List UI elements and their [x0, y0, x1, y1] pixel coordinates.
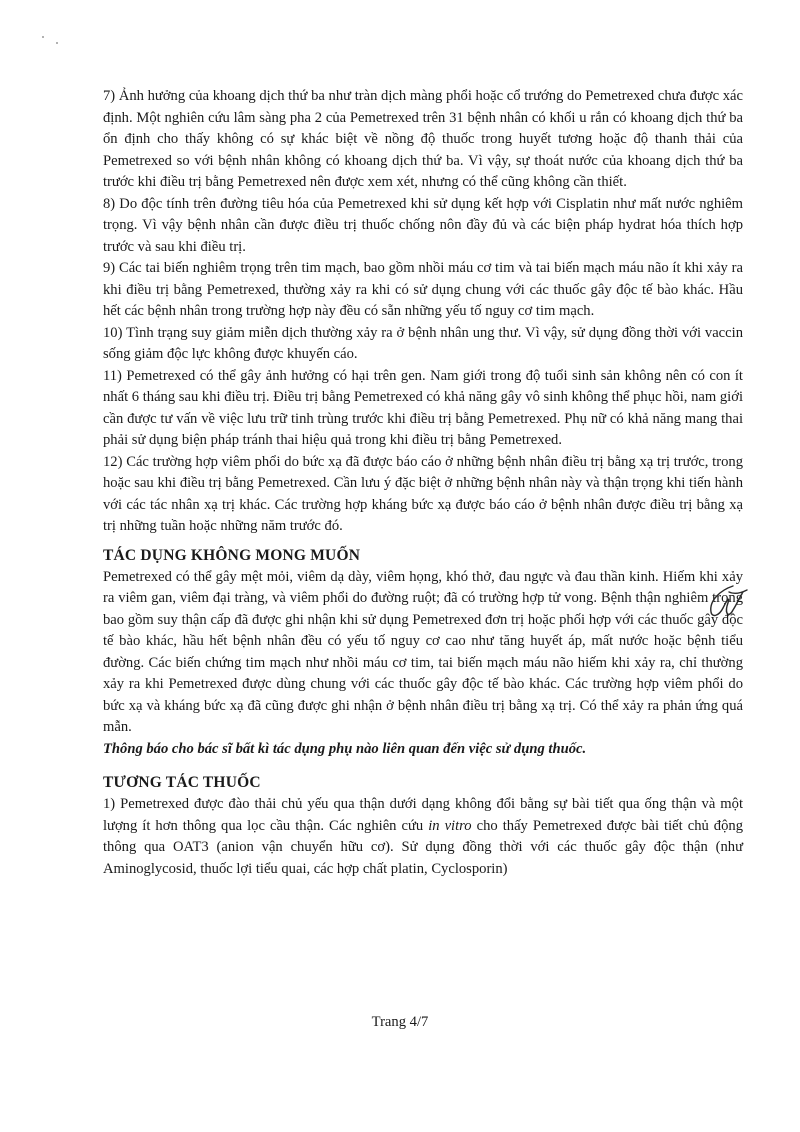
paragraph-10: 10) Tình trạng suy giảm miễn dịch thường xảy ra ở bệnh nhân ung thư. Vì vậy, sử dụng đồng thời với vaccin sống giảm độc lực không được khuyến cáo.: [103, 324, 743, 362]
paragraph-12: 12) Các trường hợp viêm phổi do bức xạ đã được báo cáo ở những bệnh nhân điều trị bằng xạ trị trước, trong hoặc sau khi điều trị bằng Pemetrexed. Cần lưu ý đặc biệt ở những bệnh nhân này và thận trọng khi tiến hành với các tác nhân xạ trị khác. Các trường hợp kháng bức xạ được báo cáo ở bệnh nhân được điều trị bằng xạ trị những tuần hoặc những năm trước đó.: [103, 453, 743, 534]
side-effects-heading: TÁC DỤNG KHÔNG MONG MUỐN: [103, 546, 361, 564]
document-page: [103, 86, 743, 880]
paragraph-8: 8) Do độc tính trên đường tiêu hóa của Pemetrexed khi sử dụng kết hợp với Cisplatin như mất nước nghiêm trọng. Vì vậy bệnh nhân cần được điều trị thuốc chống nôn đầy đủ và các biện pháp hydrat hóa thích hợp trước và sau khi điều trị.: [103, 195, 743, 255]
paragraph-7: 7) Ảnh hưởng của khoang dịch thứ ba như tràn dịch màng phổi hoặc cổ trướng do Pemetrexed chưa được xác định. Một nghiên cứu lâm sàng pha 2 của Pemetrexed trên 31 bệnh nhân có khối u rắn có khoang dịch thứ ba ổn định cho thấy không có sự khác biệt về nồng độ thuốc trong huyết tương hoặc độ thanh thải của Pemetrexed so với bệnh nhân không có khoang dịch thứ ba. Vì vậy, sự thoát nước của khoang dịch thứ ba trước khi điều trị bằng Pemetrexed nên được xem xét, nhưng có thể cũng không cần thiết.: [103, 88, 743, 190]
interactions-body: 1) Pemetrexed được đào thải chủ yếu qua thận dưới dạng không đổi bằng sự bài tiết qua ống thận và một lượng ít hơn thông qua lọc cầu thận. Các nghiên cứu in vitro cho thấy Pemetrexed được bài tiết chủ động thông qua OAT3 (anion vận chuyển hữu cơ). Sử dụng đồng thời với các thuốc gây độc thận (như Aminoglycosid, thuốc lợi tiểu quai, các hợp chất platin, Cyclosporin): [103, 796, 743, 877]
paragraph-9: 9) Các tai biến nghiêm trọng trên tim mạch, bao gồm nhồi máu cơ tim và tai biến mạch máu não ít khi xảy ra khi điều trị bằng Pemetrexed, thường xảy ra khi có sử dụng chung với các thuốc gây độc tế bào khác. Hầu hết các bệnh nhân trong trường hợp này đều có sẵn những yếu tố nguy cơ tim mạch.: [103, 260, 743, 319]
side-effects-notice: Thông báo cho bác sĩ bất kì tác dụng phụ nào liên quan đến việc sử dụng thuốc.: [103, 740, 587, 757]
in-vitro-term: in vitro: [428, 817, 472, 834]
paragraph-11: 11) Pemetrexed có thể gây ảnh hưởng có hại trên gen. Nam giới trong độ tuổi sinh sản không nên có con ít nhất 6 tháng sau khi điều trị. Điều trị bằng Pemetrexed có khả năng gây vô sinh không thể phục hồi, nam giới cần được tư vấn về việc lưu trữ tinh trùng trước khi điều trị bằng Pemetrexed. Phụ nữ có khả năng mang thai phải sử dụng biện pháp tránh thai hiệu quả trong khi điều trị bằng Pemetrexed.: [103, 367, 743, 448]
page-number: Trang 4/7: [371, 1014, 429, 1030]
scan-speck: [42, 36, 44, 38]
scan-speck: [56, 42, 58, 44]
handwritten-initials: [703, 582, 751, 624]
side-effects-body: Pemetrexed có thể gây mệt mỏi, viêm dạ dày, viêm họng, khó thở, đau ngực và đau thần kinh. Hiếm khi xảy ra viêm gan, viêm đại tràng, và viêm phổi do đường ruột; đã có trường hợp tử vong. Bệnh thận nghiêm trọng bao gồm suy thận cấp đã được ghi nhận khi sử dụng Pemetrexed đơn trị hoặc phối hợp với các thuốc gây độc tế bào khác, hầu hết bệnh nhân đều có yếu tố nguy cơ cao như tăng huyết áp, mất nước hoặc bệnh tiểu đường. Các biến chứng tim mạch như nhồi máu cơ tim, tai biến mạch máu não hiếm khi xảy ra, chỉ thường xảy ra khi Pemetrexed được dùng chung với các thuốc gây độc tế bào khác. Các trường hợp viêm phổi do bức xạ và kháng bức xạ đã cũng được ghi nhận ở bệnh nhân điều trị bằng xạ trị. Có thể xảy ra phản ứng quá mẫn.: [103, 568, 743, 735]
interactions-heading: TƯƠNG TÁC THUỐC: [103, 774, 261, 791]
